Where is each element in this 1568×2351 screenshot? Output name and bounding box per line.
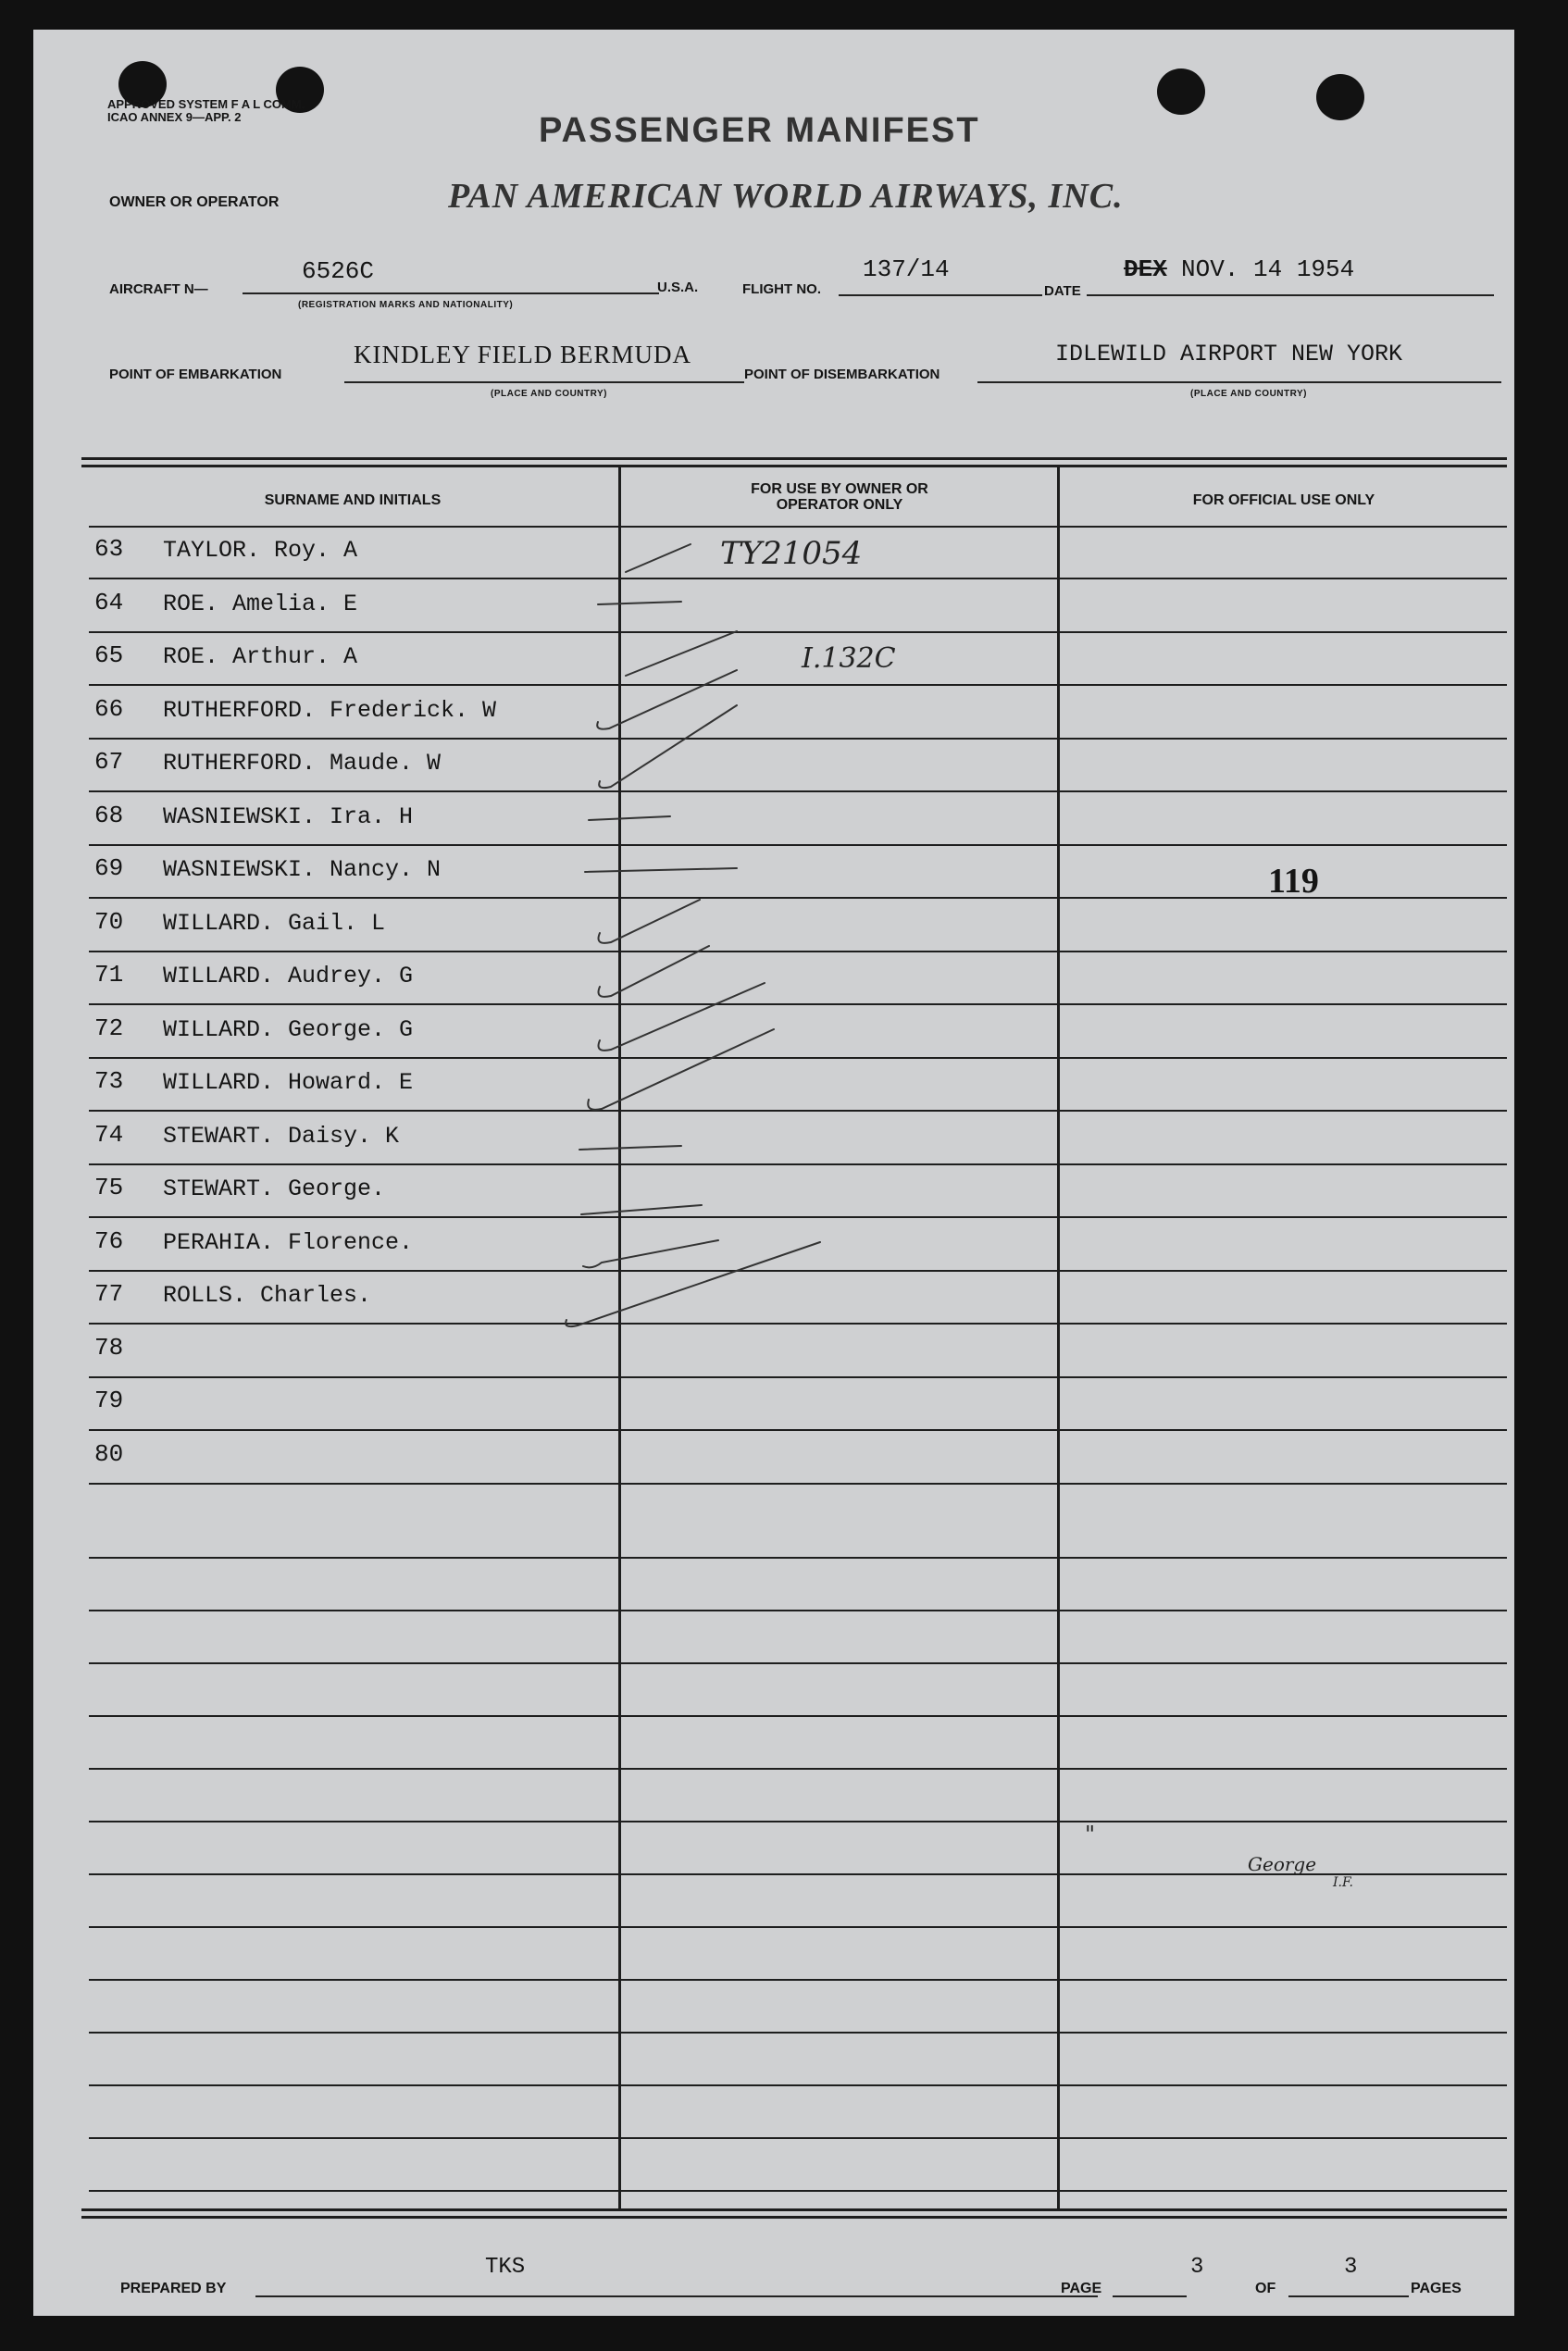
prepared-by-label: PREPARED BY <box>120 2281 227 2296</box>
owner-note-2: I.132C <box>802 642 896 675</box>
passenger-name: WILLARD. Gail. L <box>163 910 386 937</box>
col-head-official: FOR OFFICIAL USE ONLY <box>1192 492 1375 508</box>
official-count: 119 <box>1268 862 1319 901</box>
passenger-name: ROLLS. Charles. <box>163 1282 372 1309</box>
flight-label: FLIGHT NO. <box>742 281 821 297</box>
row-number: 79 <box>94 1387 124 1414</box>
form-title: PASSENGER MANIFEST <box>539 111 980 150</box>
row-number: 78 <box>94 1334 124 1362</box>
row-number: 63 <box>94 535 124 563</box>
passenger-name: RUTHERFORD. Frederick. W <box>163 697 497 724</box>
passenger-name: WILLARD. Audrey. G <box>163 963 414 989</box>
owner-label: OWNER OR OPERATOR <box>109 194 280 210</box>
row-number: 69 <box>94 854 124 882</box>
date-value: NOV. 14 1954 <box>1181 255 1355 283</box>
row-number: 68 <box>94 802 124 829</box>
embark-value: KINDLEY FIELD BERMUDA <box>354 341 691 368</box>
disembark-value: IDLEWILD AIRPORT NEW YORK <box>1055 341 1403 367</box>
passenger-name: ROE. Amelia. E <box>163 591 358 617</box>
operator-name: PAN AMERICAN WORLD AIRWAYS, INC. <box>448 177 1124 216</box>
embark-place-note: (PLACE AND COUNTRY) <box>491 389 607 399</box>
usa-label: U.S.A. <box>657 280 699 295</box>
of-label: OF <box>1255 2281 1276 2296</box>
date-label: DATE <box>1044 283 1081 299</box>
check-marks <box>33 30 1514 2316</box>
pages-label: PAGES <box>1411 2281 1462 2296</box>
passenger-name: WILLARD. George. G <box>163 1016 414 1043</box>
table-bottom-rule-2 <box>81 2216 1507 2219</box>
passenger-name: STEWART. Daisy. K <box>163 1123 400 1150</box>
row-number: 66 <box>94 695 124 723</box>
row-number: 70 <box>94 908 124 936</box>
table-bottom-rule <box>81 2208 1507 2211</box>
page-number: 3 <box>1190 2255 1204 2280</box>
passenger-name: ROE. Arthur. A <box>163 643 358 670</box>
row-number: 73 <box>94 1067 124 1095</box>
passenger-name: WASNIEWSKI. Nancy. N <box>163 856 442 883</box>
date-struck: DEX <box>1124 255 1167 283</box>
passenger-name: PERAHIA. Florence. <box>163 1229 414 1256</box>
page-underline <box>1113 2295 1187 2297</box>
row-number: 77 <box>94 1280 124 1308</box>
page-total: 3 <box>1344 2255 1358 2280</box>
row-number: 74 <box>94 1121 124 1149</box>
passenger-name: WASNIEWSKI. Ira. H <box>163 803 414 830</box>
passenger-name: STEWART. George. <box>163 1176 386 1202</box>
row-number: 75 <box>94 1174 124 1201</box>
row-number: 64 <box>94 589 124 616</box>
row-number: 80 <box>94 1440 124 1468</box>
row-number: 76 <box>94 1227 124 1255</box>
disembark-label: POINT OF DISEMBARKATION <box>744 367 940 382</box>
official-note-initials: I.F. <box>1333 1875 1353 1890</box>
total-underline <box>1288 2295 1409 2297</box>
col-head-owner-use: FOR USE BY OWNER OR OPERATOR ONLY <box>751 481 928 513</box>
aircraft-value: 6526C <box>302 257 375 285</box>
manifest-sheet <box>33 30 1514 2316</box>
col-head-surname: SURNAME AND INITIALS <box>264 492 442 508</box>
page-label: PAGE <box>1061 2281 1102 2296</box>
owner-note-1: TY21054 <box>720 535 863 572</box>
aircraft-label: AIRCRAFT N— <box>109 281 208 297</box>
approval-stamp: APPROVED SYSTEM F A L COMM. ICAO ANNEX 9—APP. 2 <box>107 97 305 124</box>
ditto-mark: " <box>1085 1822 1096 1847</box>
flight-number: 137/14 <box>863 255 950 283</box>
row-number: 67 <box>94 748 124 776</box>
passenger-name: WILLARD. Howard. E <box>163 1069 414 1096</box>
prepared-underline <box>255 2295 1098 2297</box>
passenger-name: TAYLOR. Roy. A <box>163 537 358 564</box>
row-number: 72 <box>94 1014 124 1042</box>
row-number: 65 <box>94 641 124 669</box>
passenger-name: RUTHERFORD. Maude. W <box>163 750 442 777</box>
prepared-by-value: TKS <box>485 2255 526 2280</box>
row-number: 71 <box>94 961 124 989</box>
embark-label: POINT OF EMBARKATION <box>109 367 282 382</box>
official-note-george: George <box>1248 1853 1317 1875</box>
registration-note: (REGISTRATION MARKS AND NATIONALITY) <box>298 300 514 310</box>
disembark-place-note: (PLACE AND COUNTRY) <box>1190 389 1307 399</box>
